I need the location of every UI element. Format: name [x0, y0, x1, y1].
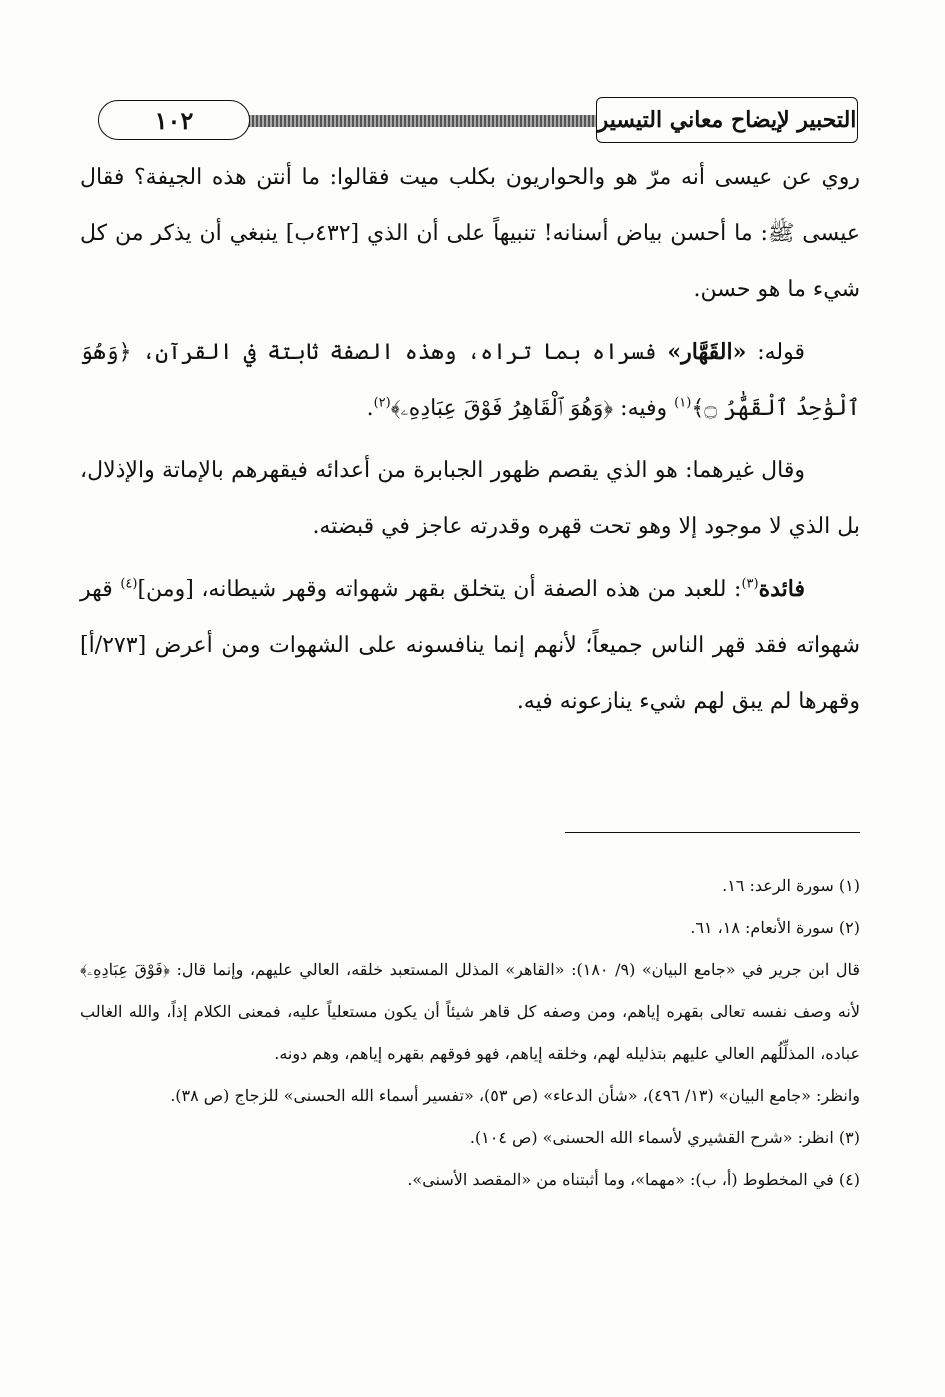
footnote-ref-4[interactable]: (٤) [120, 576, 138, 592]
footnotes [80, 865, 860, 1201]
paragraph-4 [80, 561, 860, 730]
paragraph-1: روي عن عيسى أنه مرّ هو والحواريون بكلب ميت فقالوا: ما أنتن هذه الجيفة؟ فقال عيسى ﷺ: ما أحسن بياض أسنانه! تنبيهاً على أن الذي [٤٣٢ب] ينبغي أن يذكر من كل شيء ما هو حسن. [80, 165, 861, 302]
footnote-2: (٢) سورة الأنعام: ١٨، ٦١. [690, 918, 860, 937]
footnote-3: (٣) انظر: «شرح القشيري لأسماء الله الحسنى» (ص ١٠٤). [469, 1128, 860, 1147]
footnote-2-note: قال ابن جرير في «جامع البيان» (٩/ ١٨٠): «القاهر» المذلل المستعبد خلقه، العالي عليهم، وإنما قال: ﴿فَوْقَ عِبَادِهِۦ﴾ لأنه وصف نفسه تعالى بقهره إياهم، ومن وصفه كل قاهر شيئاً أن يكون مستعلياً عليه، فمعنى الكلام إذاً، والله الغالب عباده، المذلِّلُهم العالي عليهم بتذليله لهم، وخلقه إياهم، فهو فوقهم بقهره إياهم، وهم دونه. [80, 960, 861, 1063]
running-title: التحبير لإيضاح معاني التيسير [596, 97, 858, 143]
para2-term: «القَهَّار» [667, 339, 747, 365]
page-header [88, 95, 858, 145]
footnote-ref-3[interactable]: (٣) [741, 576, 759, 592]
footnote-4: (٤) في المخطوط (أ، ب): «مهما»، وما أثبتناه من «المقصد الأسنى». [407, 1170, 860, 1189]
para4-label: فائدة [758, 576, 805, 602]
page-number: ١٠٢ [98, 100, 250, 140]
para2-text2: وفيه: ﴿وَهُوَ ٱلْقَاهِرُ فَوْقَ عِبَادِهِۦ﴾ [390, 396, 668, 421]
para4-text1: : للعبد من هذه الصفة أن يتخلق بقهر شهواته وقهر شيطانه، [ومن] [137, 577, 742, 602]
paragraph-3: وقال غيرهما: هو الذي يقصم ظهور الجبابرة من أعدائه فيقهرهم بالإماتة والإذلال، بل الذي لا موجود إلا وهو تحت قهره وقدرته عاجز في قبضته. [80, 458, 860, 539]
footnote-ref-1[interactable]: (١) [674, 395, 692, 411]
footnote-ref-2[interactable]: (٢) [373, 395, 391, 411]
para2-text: فسراه بما تراه، وهذه الصفة ثابتة في القرآن، ﴿وَهُوَ ٱلْوَٰحِدُ ٱلْقَهَّٰرُ ۝﴾ [80, 340, 860, 421]
footnote-2-see: وانظر: «جامع البيان» (١٣/ ٤٩٦)، «شأن الدعاء» (ص ٥٣)، «تفسير أسماء الله الحسنى» للزجاج (ص ٣٨). [170, 1086, 860, 1105]
footnote-separator [565, 832, 860, 833]
paragraph-2: قوله: «القَهَّار» فسراه بما تراه، وهذه الصفة ثابتة في القرآن، ﴿وَهُوَ ٱلْوَٰحِدُ ٱلْقَهَّٰرُ ۝﴾$^{(١)}$ وفيه: ﴿وَهُوَ ٱلْقَاهِرُ فَوْقَ عِبَادِهِۦ﴾$^{(٢)}$. [80, 339, 860, 421]
main-text [80, 150, 860, 736]
para2-label: قوله: [757, 340, 805, 365]
footnote-1: (١) سورة الرعد: ١٦. [722, 876, 860, 895]
para4-text2: قهر شهواته فقد قهر الناس جميعاً؛ لأنهم إنما ينافسونه على الشهوات ومن أعرض [٢٧٣/أ] وقهرها لم يبق لهم شيء ينازعونه فيه. [80, 577, 860, 714]
